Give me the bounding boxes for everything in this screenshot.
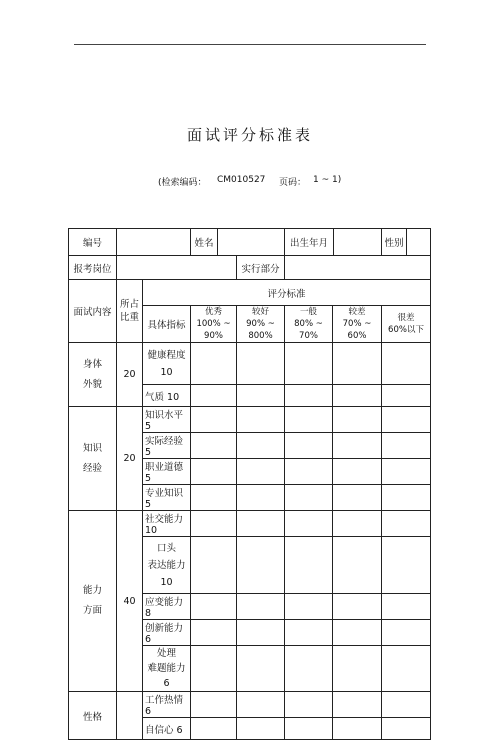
score-cell[interactable] <box>191 537 237 594</box>
level-name: 较好 <box>251 307 269 317</box>
score-cell[interactable] <box>285 433 333 459</box>
score-cell[interactable] <box>382 511 431 537</box>
score-cell[interactable] <box>285 511 333 537</box>
score-cell[interactable] <box>191 646 237 692</box>
indicator-cell: 应变能力8 <box>143 594 191 620</box>
content-header: 面试内容 <box>69 280 117 343</box>
score-cell[interactable] <box>191 459 237 485</box>
position-label: 报考岗位 <box>69 256 117 280</box>
score-cell[interactable] <box>285 692 333 718</box>
score-cell[interactable] <box>333 718 382 740</box>
name-field[interactable] <box>218 229 284 255</box>
table-row <box>69 511 431 537</box>
group-weight: 20 <box>117 407 143 511</box>
indicator-cell: 职业道德 5 <box>143 459 191 485</box>
score-cell[interactable] <box>333 646 382 692</box>
score-cell[interactable] <box>285 459 333 485</box>
group-label-line: 方面 <box>82 605 102 616</box>
indicator-cell <box>143 343 191 385</box>
level-range: 80% ~ 70% <box>294 319 323 341</box>
level-name: 一般 <box>299 307 317 317</box>
score-cell[interactable] <box>285 620 333 646</box>
page-title: 面试评分标准表 <box>186 126 313 144</box>
score-cell[interactable] <box>333 692 382 718</box>
birth-label: 出生年月 <box>285 229 334 255</box>
indicator-cell: 实际经验 5 <box>143 433 191 459</box>
level-poor <box>333 306 382 343</box>
evaluation-table <box>68 228 431 740</box>
level-range: 60%以下 <box>388 325 424 335</box>
level-range: 100% ~ 90% <box>196 319 231 341</box>
score-cell[interactable] <box>285 646 333 692</box>
number-label: 编号 <box>69 229 117 256</box>
name-cell <box>191 229 285 256</box>
level-excellent <box>191 306 237 343</box>
table-row <box>69 407 431 433</box>
group-label-body <box>69 343 117 407</box>
indicator-cell: 知识水平 5 <box>143 407 191 433</box>
level-good <box>237 306 285 343</box>
score-cell[interactable] <box>382 718 431 740</box>
group-weight <box>117 692 143 740</box>
indicator-cell <box>143 646 191 692</box>
score-cell[interactable] <box>191 692 237 718</box>
info-row-2 <box>69 256 431 280</box>
birth-cell <box>285 229 382 256</box>
indicator-text: 难题能力6 <box>147 663 186 689</box>
number-field[interactable] <box>117 229 191 256</box>
score-cell[interactable] <box>285 385 333 407</box>
score-cell[interactable] <box>237 594 285 620</box>
score-cell[interactable] <box>382 385 431 407</box>
gender-label: 性别 <box>382 229 407 255</box>
score-cell[interactable] <box>333 459 382 485</box>
score-cell[interactable] <box>382 537 431 594</box>
score-cell[interactable] <box>382 485 431 511</box>
indicator-cell: 工作热情 6 <box>143 692 191 718</box>
group-label-personality: 性格 <box>69 692 117 740</box>
level-average <box>285 306 333 343</box>
score-cell[interactable] <box>333 511 382 537</box>
score-cell[interactable] <box>285 718 333 740</box>
table-row <box>69 692 431 718</box>
score-cell[interactable] <box>333 620 382 646</box>
top-rule <box>74 44 426 45</box>
group-label-line: 知识 <box>82 442 102 454</box>
group-label-line: 能力 <box>82 585 102 596</box>
score-cell[interactable] <box>382 646 431 692</box>
head-row-1 <box>69 280 431 306</box>
indicator-text: 口头 <box>156 542 176 554</box>
score-cell[interactable] <box>191 407 237 433</box>
score-cell[interactable] <box>382 433 431 459</box>
indicator-text: 10 <box>160 576 173 588</box>
weight-header-line2: 比重 <box>119 312 139 323</box>
score-cell[interactable] <box>237 620 285 646</box>
indicator-text: 10 <box>160 366 173 378</box>
score-cell[interactable] <box>382 407 431 433</box>
score-cell[interactable] <box>237 537 285 594</box>
page-label: 页码： <box>279 178 307 188</box>
score-cell[interactable] <box>237 485 285 511</box>
info-row-1 <box>69 229 431 256</box>
score-cell[interactable] <box>382 343 431 385</box>
score-cell[interactable] <box>333 485 382 511</box>
score-cell[interactable] <box>333 537 382 594</box>
level-name: 优秀 <box>204 307 222 317</box>
score-cell[interactable] <box>285 485 333 511</box>
score-cell[interactable] <box>285 343 333 385</box>
department-field[interactable] <box>285 256 431 280</box>
gender-field[interactable] <box>407 229 430 255</box>
indicator-text: 健康程度 <box>147 349 186 361</box>
score-cell[interactable] <box>382 620 431 646</box>
weight-header-line1: 所占 <box>119 299 139 310</box>
indicator-cell: 气质 10 <box>143 385 191 407</box>
score-cell[interactable] <box>285 407 333 433</box>
level-name: 很差 <box>397 313 415 323</box>
score-cell[interactable] <box>237 692 285 718</box>
score-cell[interactable] <box>237 511 285 537</box>
group-weight: 40 <box>117 511 143 692</box>
score-cell[interactable] <box>237 459 285 485</box>
score-cell[interactable] <box>191 511 237 537</box>
group-label-line: 外貌 <box>82 378 102 390</box>
level-name: 较差 <box>348 307 366 317</box>
score-cell[interactable] <box>382 459 431 485</box>
group-label-ability <box>69 511 117 692</box>
score-cell[interactable] <box>333 594 382 620</box>
name-label: 姓名 <box>191 229 218 255</box>
position-field[interactable] <box>117 256 237 280</box>
code-value: CM010527 <box>217 175 266 185</box>
score-cell[interactable] <box>333 433 382 459</box>
level-range: 70% ~ 60% <box>342 319 372 341</box>
score-cell[interactable] <box>333 407 382 433</box>
gender-cell <box>382 229 431 256</box>
indicator-cell: 专业知识 5 <box>143 485 191 511</box>
level-very-poor <box>382 306 431 343</box>
birth-field[interactable] <box>334 229 381 255</box>
score-cell[interactable] <box>237 343 285 385</box>
indicator-header: 具体指标 <box>143 306 191 343</box>
indicator-text: 处理 <box>156 648 176 659</box>
group-label-line: 经验 <box>82 462 102 474</box>
group-label-knowledge <box>69 407 117 511</box>
score-cell[interactable] <box>237 718 285 740</box>
indicator-cell: 自信心 6 <box>143 718 191 740</box>
page-value: 1 ~ 1) <box>313 175 342 185</box>
indicator-cell: 创新能力6 <box>143 620 191 646</box>
department-label: 实行部分 <box>237 256 285 280</box>
score-cell[interactable] <box>382 692 431 718</box>
score-cell[interactable] <box>191 385 237 407</box>
score-cell[interactable] <box>237 646 285 692</box>
code-label: (检索编码： <box>158 178 207 188</box>
criteria-header: 评分标准 <box>143 280 431 306</box>
score-cell[interactable] <box>191 620 237 646</box>
score-cell[interactable] <box>237 385 285 407</box>
score-cell[interactable] <box>191 594 237 620</box>
score-cell[interactable] <box>191 485 237 511</box>
score-cell[interactable] <box>191 433 237 459</box>
group-weight: 20 <box>117 343 143 407</box>
score-cell[interactable] <box>237 407 285 433</box>
score-cell[interactable] <box>191 718 237 740</box>
indicator-cell <box>143 537 191 594</box>
table-row <box>69 343 431 385</box>
score-cell[interactable] <box>285 594 333 620</box>
score-cell[interactable] <box>382 594 431 620</box>
score-cell[interactable] <box>285 537 333 594</box>
score-cell[interactable] <box>237 433 285 459</box>
score-cell[interactable] <box>333 385 382 407</box>
score-cell[interactable] <box>191 343 237 385</box>
indicator-cell: 社交能力10 <box>143 511 191 537</box>
score-cell[interactable] <box>333 343 382 385</box>
weight-header <box>117 280 143 343</box>
indicator-text: 表达能力 <box>147 559 186 571</box>
group-label-line: 身体 <box>82 358 102 370</box>
level-range: 90% ~ 800% <box>246 319 275 341</box>
